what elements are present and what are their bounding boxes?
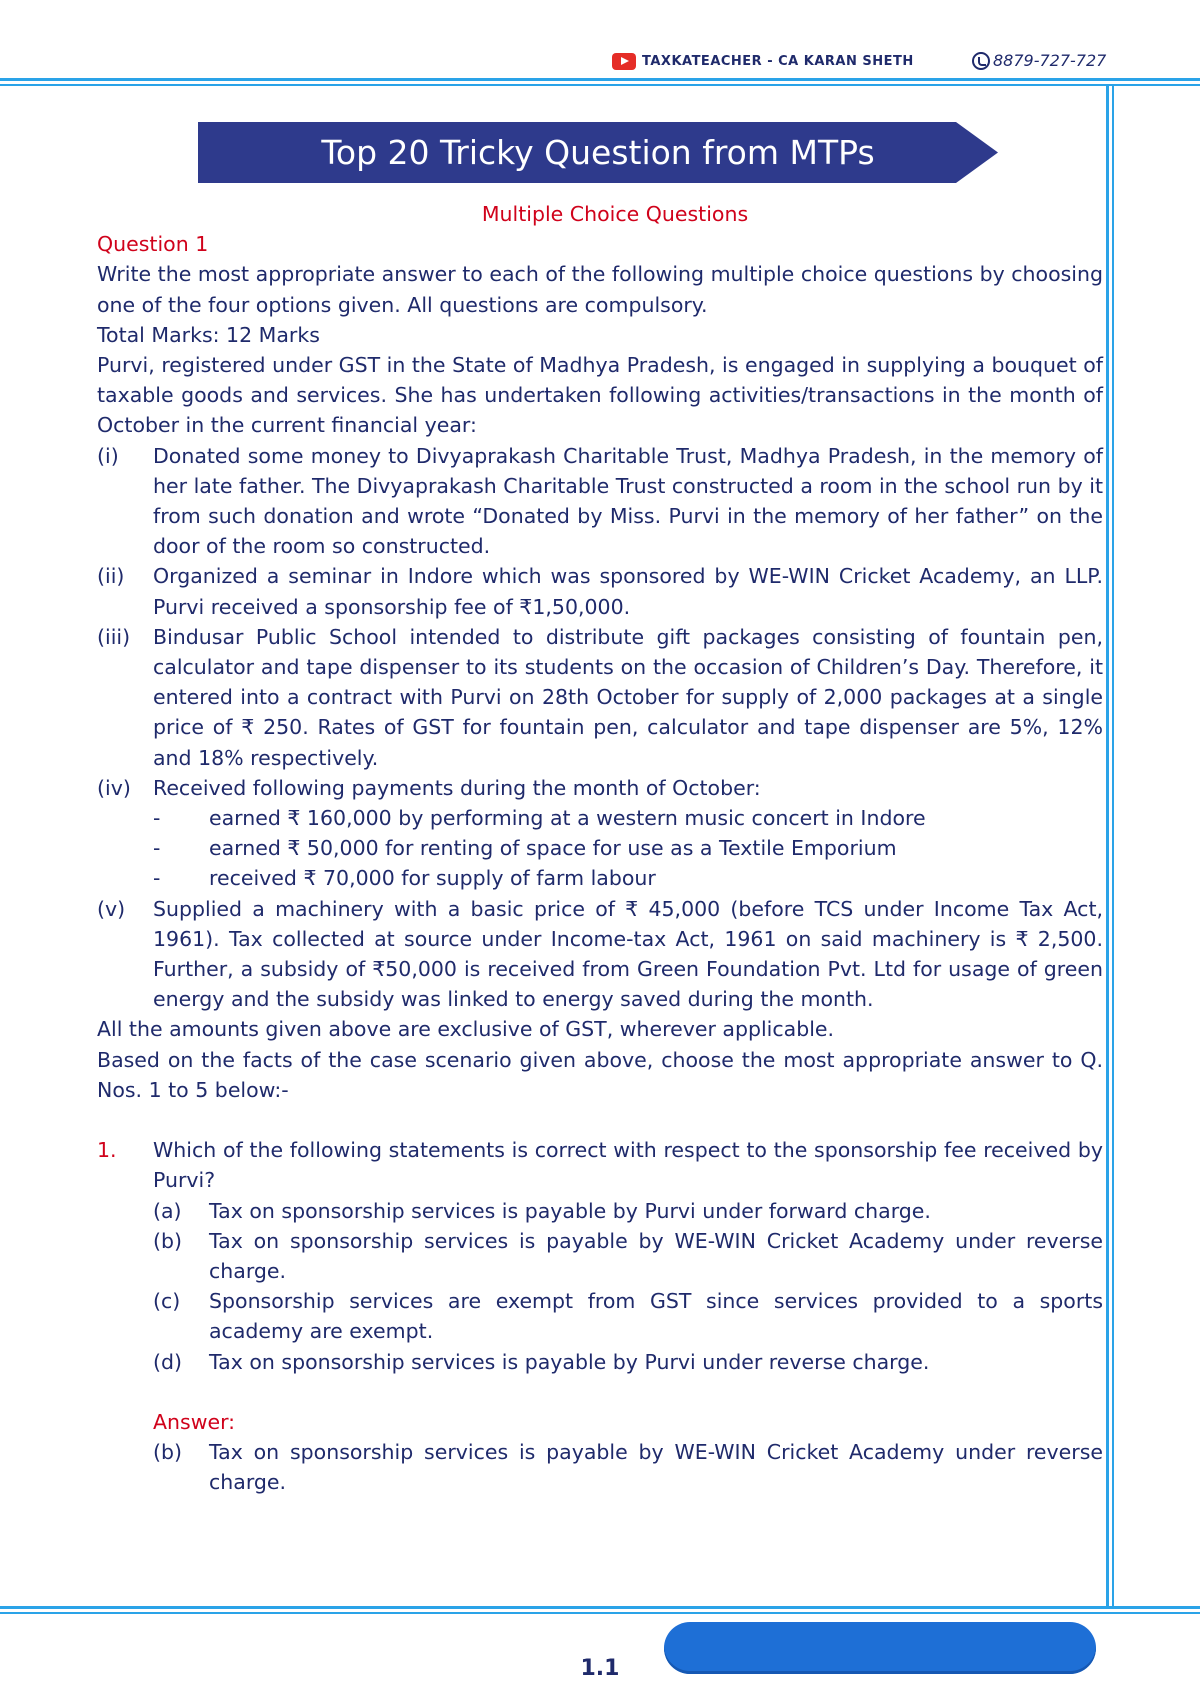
list-item (97, 894, 1103, 1015)
whatsapp-icon (972, 52, 990, 70)
phone-link[interactable] (972, 51, 1106, 70)
answer-text: Tax on sponsorship services is payable by WE-WIN Cricket Academy under reverse charge. (209, 1439, 1103, 1495)
youtube-icon (612, 53, 636, 70)
option-label: (c) (153, 1289, 181, 1314)
payment-text: earned ₹ 50,000 for renting of space for use as a Textile Emporium (209, 836, 897, 861)
list-item (97, 561, 1103, 621)
closing-note: All the amounts given above are exclusive of GST, wherever applicable. (97, 1017, 835, 1042)
item-label: (v) (97, 896, 126, 921)
option-b (97, 1226, 1103, 1286)
header-rule-top (0, 78, 1200, 81)
option-text: Tax on sponsorship services is payable by Purvi under reverse charge. (209, 1349, 930, 1374)
brand-name: TAXKATEACHER - CA KARAN SHETH (642, 54, 914, 69)
right-margin-rule (1106, 86, 1109, 1606)
option-a (97, 1196, 1103, 1226)
instructions: Write the most appropriate answer to each of the following multiple choice questions by choosing one of the four options given. All questions are compulsory. (97, 262, 1103, 317)
option-label: (a) (153, 1198, 182, 1223)
document-body (97, 199, 1103, 1497)
question-number: 1. (97, 1138, 117, 1163)
question-1 (97, 1135, 1103, 1195)
footer-rule-top (0, 1606, 1200, 1609)
footer-pill-decoration (664, 1622, 1096, 1674)
payment-text: received ₹ 70,000 for supply of farm labour (209, 866, 656, 891)
payment-dash: - (153, 866, 161, 891)
scenario-intro: Purvi, registered under GST in the State of Madhya Pradesh, is engaged in supplying a bouquet of taxable goods and services. She has undertaken following activities/transactions in the month of October in the current financial year: (97, 353, 1103, 438)
answer-heading: Answer: (153, 1409, 236, 1434)
option-label: (d) (153, 1349, 183, 1374)
payment-dash: - (153, 836, 161, 861)
option-text: Sponsorship services are exempt from GST since services provided to a sports academy are exempt. (209, 1289, 1103, 1344)
item-label: (ii) (97, 564, 125, 589)
option-text: Tax on sponsorship services is payable by WE-WIN Cricket Academy under reverse charge. (209, 1228, 1103, 1283)
payment-item (97, 833, 1103, 863)
phone-number: 8879-727-727 (993, 51, 1107, 70)
footer-rule-bottom (0, 1612, 1200, 1614)
answer-label: (b) (153, 1439, 183, 1464)
section-title: Multiple Choice Questions (481, 202, 749, 226)
page-title: Top 20 Tricky Question from MTPs (321, 133, 875, 172)
option-c (97, 1286, 1103, 1346)
question-text: Which of the following statements is correct with respect to the sponsorship fee received by Purvi? (153, 1138, 1103, 1193)
list-item (97, 773, 1103, 803)
page-number: 1.1 (580, 1656, 620, 1681)
payment-item (97, 863, 1103, 893)
payment-dash: - (153, 806, 161, 831)
list-item (97, 622, 1103, 773)
item-text: Supplied a machinery with a basic price of ₹ 45,000 (before TCS under Income Tax Act, 1961). Tax collected at source under Income-tax Act, 1961 on said machinery is ₹ 2,500. Further, a subsidy of ₹50,000 is received from Green Foundation Pvt. Ltd for usage of green energy and the subsidy was linked to energy saved during the month. (153, 896, 1103, 1012)
item-label: (iv) (97, 775, 131, 800)
title-banner (198, 122, 998, 183)
item-label: (i) (97, 443, 119, 468)
payment-text: earned ₹ 160,000 by performing at a western music concert in Indore (209, 806, 926, 831)
question-heading: Question 1 (97, 232, 209, 257)
payment-item (97, 803, 1103, 833)
answer (97, 1437, 1103, 1497)
brand-link[interactable] (612, 53, 914, 70)
instruction-based-on: Based on the facts of the case scenario given above, choose the most appropriate answer to Q. Nos. 1 to 5 below:- (97, 1047, 1103, 1102)
item-text: Received following payments during the month of October: (153, 775, 761, 800)
right-margin-rule-inner (1112, 86, 1114, 1606)
list-item (97, 441, 1103, 562)
item-text: Bindusar Public School intended to distribute gift packages consisting of fountain pen, calculator and tape dispenser to its students on the occasion of Children’s Day. Therefore, it entered into a contract with Purvi on 28th October for supply of 2,000 packages at a single price of ₹ 250. Rates of GST for fountain pen, calculator and tape dispenser are 5%, 12% and 18% respectively. (153, 624, 1103, 770)
total-marks: Total Marks: 12 Marks (97, 322, 320, 347)
item-text: Organized a seminar in Indore which was sponsored by WE-WIN Cricket Academy, an LLP. Purvi received a sponsorship fee of ₹1,50,000. (153, 564, 1103, 619)
option-text: Tax on sponsorship services is payable by Purvi under forward charge. (209, 1198, 931, 1223)
option-label: (b) (153, 1228, 183, 1253)
item-text: Donated some money to Divyaprakash Charitable Trust, Madhya Pradesh, in the memory of her late father. The Divyaprakash Charitable Trust constructed a room in the school run by it from such donation and wrote “Donated by Miss. Purvi in the memory of her father” on the door of the room so constructed. (153, 443, 1103, 559)
header-rule-bottom (0, 84, 1200, 86)
option-d (97, 1347, 1103, 1377)
item-label: (iii) (97, 624, 131, 649)
